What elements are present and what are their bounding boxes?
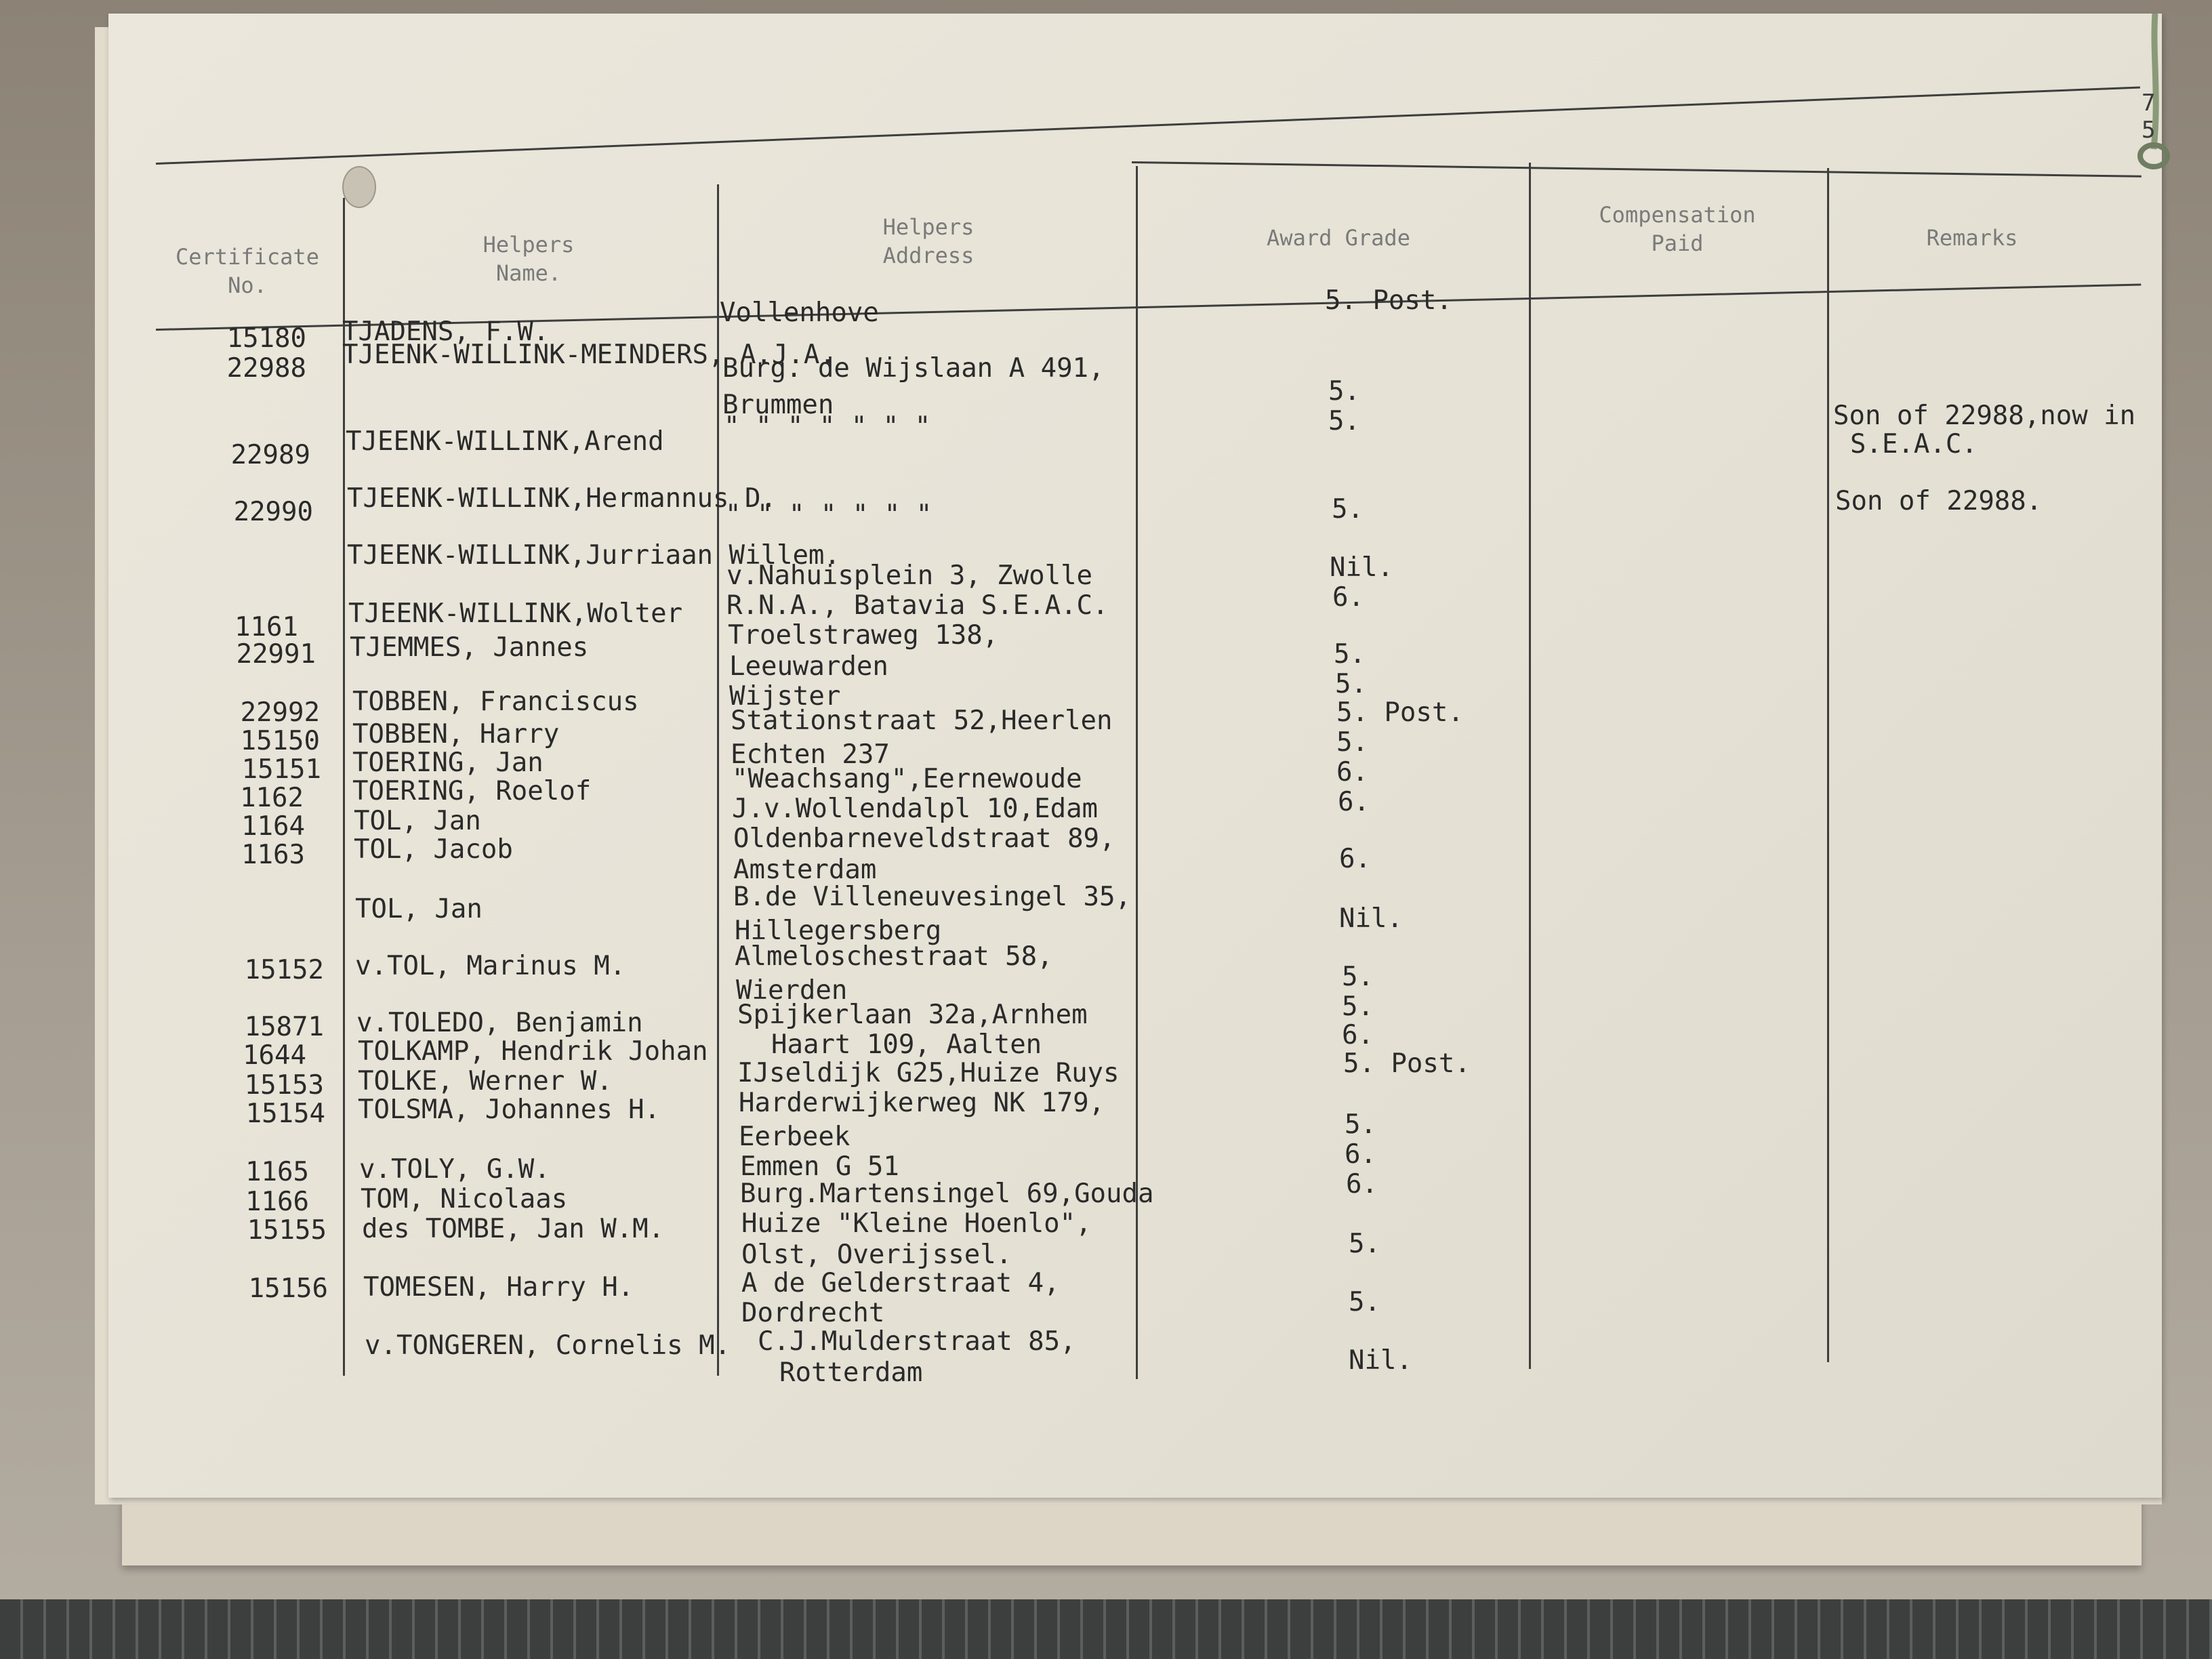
address-cell: R.N.A., Batavia S.E.A.C. <box>726 590 1109 621</box>
award-cell: 5. <box>1334 639 1366 670</box>
name-cell: TJEENK-WILLINK-MEINDERS, A.J.A. <box>342 340 836 370</box>
address-cell: C.J.Mulderstraat 85, <box>758 1326 1076 1357</box>
certificate-cell: 1164 <box>241 811 305 842</box>
name-cell: TJEENK-WILLINK,Arend <box>346 426 664 457</box>
certificate-cell: 22992 <box>240 697 320 728</box>
name-cell: v.TOLY, G.W. <box>359 1154 550 1185</box>
cutting-mat <box>0 1599 2212 1659</box>
page-number: 7 5 <box>2142 89 2156 144</box>
name-cell: v.TOL, Marinus M. <box>355 951 626 981</box>
award-cell: 6. <box>1346 1169 1378 1200</box>
header-certificate: Certificate No. <box>176 244 319 298</box>
award-cell: 5. <box>1328 376 1360 407</box>
header-compensation: Compensation Paid <box>1599 202 1756 256</box>
address-cell: "Weachsang",Eernewoude <box>732 764 1082 794</box>
certificate-cell: 1162 <box>240 783 304 813</box>
header-remarks: Remarks <box>1926 225 2018 251</box>
address-cell: Stationstraat 52,Heerlen <box>731 705 1113 736</box>
award-cell: 5. Post. <box>1325 285 1452 316</box>
name-cell: TOERING, Jan <box>352 747 544 778</box>
address-cell: Leeuwarden <box>729 651 888 682</box>
address-cell: " " " " " " " <box>725 499 933 530</box>
award-cell: 5. <box>1328 406 1360 436</box>
header-name: Helpers Name. <box>483 232 575 286</box>
address-cell: Wierden <box>736 975 848 1006</box>
address-cell: Eerbeek <box>739 1122 851 1152</box>
award-cell: 5. <box>1349 1229 1380 1259</box>
address-cell: Oldenbarneveldstraat 89, <box>733 823 1115 854</box>
address-cell: Burg. de Wijslaan A 491, <box>722 353 1105 384</box>
address-cell: Troelstraweg 138, <box>728 620 999 651</box>
certificate-cell: 22991 <box>236 639 316 670</box>
column-divider <box>1827 168 1829 1362</box>
address-cell: Burg.Martensingel 69,Gouda <box>740 1179 1154 1209</box>
award-cell: 6. <box>1336 757 1368 787</box>
name-cell: TJEENK-WILLINK,Wolter <box>348 598 683 629</box>
remarks-cell: Son of 22988,now in <box>1833 401 2136 431</box>
address-cell: Wijster <box>729 681 841 712</box>
award-cell: Nil. <box>1339 903 1403 934</box>
name-cell: TJEENK-WILLINK,Hermannus D. <box>347 483 777 514</box>
address-cell: Brummen <box>722 390 834 420</box>
name-cell: TOL, Jan <box>354 806 481 836</box>
award-cell: 5. <box>1335 669 1367 699</box>
award-cell: 6. <box>1339 844 1371 874</box>
column-divider <box>1529 163 1531 1369</box>
name-cell: TOL, Jacob <box>354 834 513 865</box>
address-cell: Huize "Kleine Hoenlo", <box>741 1208 1092 1239</box>
address-cell: Harderwijkerweg NK 179, <box>739 1088 1105 1118</box>
certificate-cell: 15155 <box>247 1215 327 1246</box>
address-cell: Almeloschestraat 58, <box>735 941 1053 972</box>
name-cell: TJEENK-WILLINK,Jurriaan Willem. <box>347 540 840 571</box>
award-cell: 5. Post. <box>1336 697 1464 728</box>
address-cell: IJseldijk G25,Huize Ruys <box>737 1058 1120 1088</box>
certificate-cell: 1644 <box>243 1040 306 1071</box>
address-cell: Dordrecht <box>741 1298 885 1328</box>
address-cell: J.v.Wollendalpl 10,Edam <box>732 794 1099 824</box>
certificate-cell: 15151 <box>241 754 321 785</box>
certificate-cell: 15154 <box>245 1099 325 1129</box>
award-cell: 5. Post. <box>1343 1048 1471 1079</box>
certificate-cell: 15153 <box>244 1070 324 1101</box>
address-cell: " " " " " " " <box>724 411 931 442</box>
name-cell: TOL, Jan <box>355 894 483 924</box>
name-cell: TOLKAMP, Hendrik Johan <box>358 1036 708 1067</box>
name-cell: TJEMMES, Jannes <box>350 632 589 663</box>
certificate-cell: 15180 <box>226 323 306 354</box>
remarks-cell: Son of 22988. <box>1835 486 2043 516</box>
certificate-cell: 1161 <box>234 612 298 642</box>
address-cell: Amsterdam <box>733 855 877 885</box>
address-cell: Hillegersberg <box>735 916 942 946</box>
award-cell: Nil. <box>1330 552 1393 583</box>
name-cell: v.TOLEDO, Benjamin <box>356 1008 643 1038</box>
address-cell: B.de Villeneuvesingel 35, <box>733 882 1131 912</box>
address-cell: Rotterdam <box>779 1357 923 1388</box>
award-cell: 5. <box>1342 962 1374 992</box>
award-cell: 5. <box>1342 991 1374 1022</box>
punch-hole <box>342 166 376 208</box>
award-cell: 5. <box>1336 727 1368 758</box>
award-cell: 5. <box>1349 1287 1380 1317</box>
name-cell: v.TONGEREN, Cornelis M. <box>365 1330 731 1361</box>
name-cell: TOBBEN, Harry <box>352 719 560 750</box>
certificate-cell: 15871 <box>244 1012 324 1042</box>
certificate-cell: 1163 <box>241 840 305 870</box>
certificate-cell: 1165 <box>245 1157 309 1187</box>
certificate-cell: 22988 <box>226 353 306 384</box>
address-cell: Vollenhove <box>720 298 879 328</box>
name-cell: TOMESEN, Harry H. <box>363 1272 634 1303</box>
certificate-cell: 15150 <box>240 726 320 756</box>
header-address: Helpers Address <box>882 214 975 268</box>
name-cell: TOBBEN, Franciscus <box>352 687 639 717</box>
address-cell: Haart 109, Aalten <box>771 1029 1042 1060</box>
address-cell: Spijkerlaan 32a,Arnhem <box>737 1000 1088 1030</box>
certificate-cell: 15152 <box>244 955 324 985</box>
remarks-cell: S.E.A.C. <box>1850 429 1978 459</box>
award-cell: 6. <box>1345 1139 1376 1170</box>
header-award: Award Grade <box>1267 225 1410 251</box>
column-divider <box>343 198 345 1376</box>
address-cell: Olst, Overijssel. <box>741 1240 1012 1270</box>
name-cell: TOLSMA, Johannes H. <box>358 1094 661 1125</box>
certificate-cell: 22989 <box>230 440 310 470</box>
award-cell: 6. <box>1338 787 1370 817</box>
certificate-cell: 15156 <box>248 1273 328 1304</box>
address-cell: v.Nahuisplein 3, Zwolle <box>726 560 1093 591</box>
address-cell: A de Gelderstraat 4, <box>741 1268 1060 1298</box>
award-cell: 5. <box>1345 1109 1376 1140</box>
award-cell: Nil. <box>1349 1345 1412 1376</box>
certificate-cell: 22990 <box>233 497 313 527</box>
name-cell: TJADENS, F.W. <box>342 316 550 347</box>
address-cell: Emmen G 51 <box>740 1151 899 1182</box>
award-cell: 6. <box>1332 582 1364 613</box>
name-cell: TOERING, Roelof <box>352 776 592 806</box>
award-cell: 6. <box>1342 1020 1374 1050</box>
award-cell: 5. <box>1332 494 1364 525</box>
address-cell: Echten 237 <box>731 739 890 770</box>
name-cell: TOM, Nicolaas <box>361 1184 568 1214</box>
name-cell: TOLKE, Werner W. <box>358 1066 613 1097</box>
certificate-cell: 1166 <box>245 1187 309 1217</box>
name-cell: des TOMBE, Jan W.M. <box>362 1214 665 1244</box>
